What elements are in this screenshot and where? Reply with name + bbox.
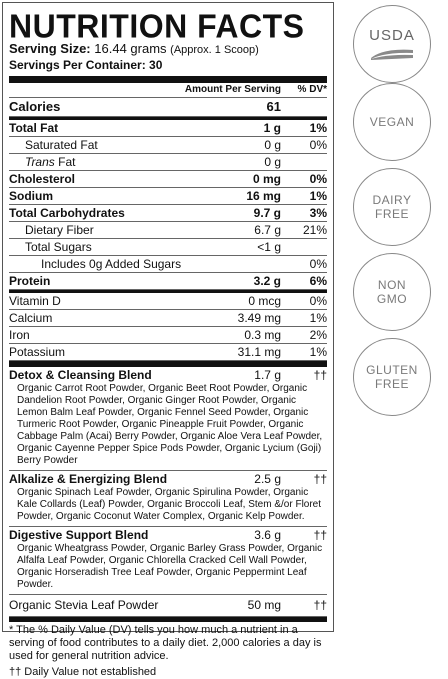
- row-iron: [9, 327, 327, 344]
- row-name: Protein: [9, 274, 51, 288]
- row-total-sugars: [9, 239, 327, 256]
- panel-title: NUTRITION FACTS: [9, 6, 305, 45]
- row-name: Dietary Fiber: [25, 223, 94, 237]
- blend-stevia: [9, 595, 327, 617]
- row-dv: 1%: [309, 311, 327, 325]
- row-added-sugars: [9, 256, 327, 273]
- gluten-free-label-1: GLUTEN: [366, 363, 418, 377]
- row-dv: 0%: [309, 138, 327, 152]
- row-amount: 3.2 g: [253, 274, 281, 288]
- row-vitamin-d: [9, 293, 327, 310]
- blend-ingredients: Organic Carrot Root Powder, Organic Beet Root Powder, Organic Dandelion Root Powder, Organic Ginger Root Powder, Organic Lemon Balm Leaf Powder, Organic Fennel Seed Powder, Organic Turmeric Root Powder, Organic Pineapple Fruit Powder, Organic Cabbage Palm (Acai) Berry Powder, Organic Aloe Vera Leaf Powder, Organic Cayenne Pepper Spice Pods Powder, Organic Lycium (Goji) Berry Powder: [17, 383, 323, 466]
- footnotes: [9, 624, 327, 679]
- blend-digestive: [9, 527, 327, 595]
- row-name: Calories: [9, 99, 61, 114]
- vegan-label: VEGAN: [369, 115, 415, 129]
- serving-size-note: (Approx. 1 Scoop): [170, 44, 259, 56]
- row-cholesterol: [9, 171, 327, 188]
- row-amount: 0 mcg: [248, 294, 281, 308]
- row-saturated-fat: [9, 137, 327, 154]
- blend-dv: ††: [313, 472, 327, 486]
- blend-dv: ††: [313, 368, 327, 382]
- row-dv: 3%: [309, 206, 327, 220]
- row-name: Cholesterol: [9, 172, 76, 186]
- row-name: Iron: [9, 328, 30, 342]
- row-protein: [9, 273, 327, 290]
- row-name: Calcium: [9, 311, 53, 325]
- row-amount: 0 g: [264, 155, 281, 169]
- row-name-italic: Trans: [25, 155, 55, 169]
- row-name: Potassium: [9, 345, 66, 359]
- thick-divider: [9, 76, 327, 83]
- row-amount: 1 g: [263, 121, 281, 135]
- row-name: Total Carbohydrates: [9, 206, 125, 220]
- row-name: Sodium: [9, 189, 53, 203]
- blend-amount: 1.7 g: [254, 368, 281, 382]
- vegan-badge: [353, 83, 431, 161]
- row-trans-fat: [9, 154, 327, 171]
- blend-alkalize: [9, 471, 327, 527]
- row-dietary-fiber: [9, 222, 327, 239]
- blend-amount: 50 mg: [247, 598, 281, 612]
- row-sodium: [9, 188, 327, 205]
- row-dv: 0%: [309, 172, 327, 186]
- dairy-free-label-1: DAIRY: [372, 193, 412, 207]
- blend-name: Digestive Support Blend: [9, 528, 149, 542]
- row-dv: 0%: [309, 294, 327, 308]
- row-name: Vitamin D: [9, 294, 61, 308]
- row-dv: 1%: [309, 121, 327, 135]
- row-name-suffix: Fat: [54, 155, 76, 169]
- row-dv: 0%: [309, 257, 327, 271]
- row-amount: 0 g: [264, 138, 281, 152]
- row-name: Saturated Fat: [25, 138, 98, 152]
- usda-badge: [353, 5, 431, 83]
- blend-amount: 3.6 g: [254, 528, 281, 542]
- non-gmo-label-1: NON: [377, 278, 407, 292]
- row-amount: 0 mg: [252, 172, 281, 186]
- table-header: [9, 83, 327, 98]
- row-dv: 1%: [309, 345, 327, 359]
- gluten-free-label-2: FREE: [374, 377, 409, 391]
- row-name: Total Fat: [9, 121, 59, 135]
- row-potassium: [9, 344, 327, 361]
- row-dv: 21%: [302, 223, 327, 237]
- row-dv: 2%: [309, 328, 327, 342]
- blend-detox: [9, 367, 327, 471]
- row-total-fat: [9, 120, 327, 137]
- footnote-dagger: †† Daily Value not established: [9, 666, 157, 678]
- row-amount: 61: [266, 99, 281, 114]
- nutrition-facts-panel: [2, 2, 334, 678]
- usda-wave-icon: [369, 46, 415, 60]
- footnote-dv: * The % Daily Value (DV) tells you how much a nutrient in a serving of food contributes to a daily diet. 2,000 calories a day is used for general nutrition advice.: [9, 624, 322, 662]
- header-amount: Amount Per Serving: [184, 84, 281, 95]
- blend-amount: 2.5 g: [254, 472, 281, 486]
- row-amount: 9.7 g: [253, 206, 281, 220]
- blend-ingredients: Organic Wheatgrass Powder, Organic Barley Grass Powder, Organic Alfalfa Leaf Powder, Organic Chlorella Cracked Cell Wall Powder, Organic Horseradish Tree Leaf Powder, Organic Peppermint Leaf Powder.: [17, 543, 323, 590]
- thick-divider: [9, 617, 327, 622]
- row-amount: 6.7 g: [254, 223, 281, 237]
- servings-per-container: Servings Per Container: 30: [9, 58, 163, 72]
- row-calories: [9, 98, 327, 117]
- dairy-free-label-2: FREE: [374, 207, 409, 221]
- row-amount: 16 mg: [246, 189, 281, 203]
- row-dv: 1%: [309, 189, 327, 203]
- row-dv: 6%: [309, 274, 327, 288]
- blend-ingredients: Organic Spinach Leaf Powder, Organic Spirulina Powder, Organic Kale Collards (Leaf) Powder, Organic Broccoli Leaf, Stem &/or Floret Powder, Organic Coconut Water Complex, Organic Kelp Powder.: [17, 487, 322, 522]
- row-name: Total Sugars: [25, 240, 92, 254]
- row-amount: 0.3 mg: [244, 328, 281, 342]
- usda-label: USDA: [369, 26, 415, 44]
- blend-dv: ††: [313, 528, 327, 542]
- blend-dv: ††: [313, 598, 327, 612]
- dairy-free-badge: [353, 168, 431, 246]
- row-amount: 3.49 mg: [237, 311, 281, 325]
- serving-size-label: Serving Size:: [9, 41, 91, 56]
- blend-name: Detox & Cleansing Blend: [9, 368, 152, 382]
- non-gmo-label-2: GMO: [376, 292, 408, 306]
- non-gmo-badge: [353, 253, 431, 331]
- serving-size-value: 16.44 grams: [94, 41, 167, 56]
- blend-name: Alkalize & Energizing Blend: [9, 472, 168, 486]
- row-total-carbohydrates: [9, 205, 327, 222]
- row-amount: <1 g: [257, 240, 281, 254]
- row-amount: 31.1 mg: [237, 345, 281, 359]
- blend-name: Organic Stevia Leaf Powder: [9, 598, 159, 612]
- header-dv: % DV*: [297, 84, 327, 95]
- row-name: Includes 0g Added Sugars: [41, 257, 182, 271]
- row-calcium: [9, 310, 327, 327]
- gluten-free-badge: [353, 338, 431, 416]
